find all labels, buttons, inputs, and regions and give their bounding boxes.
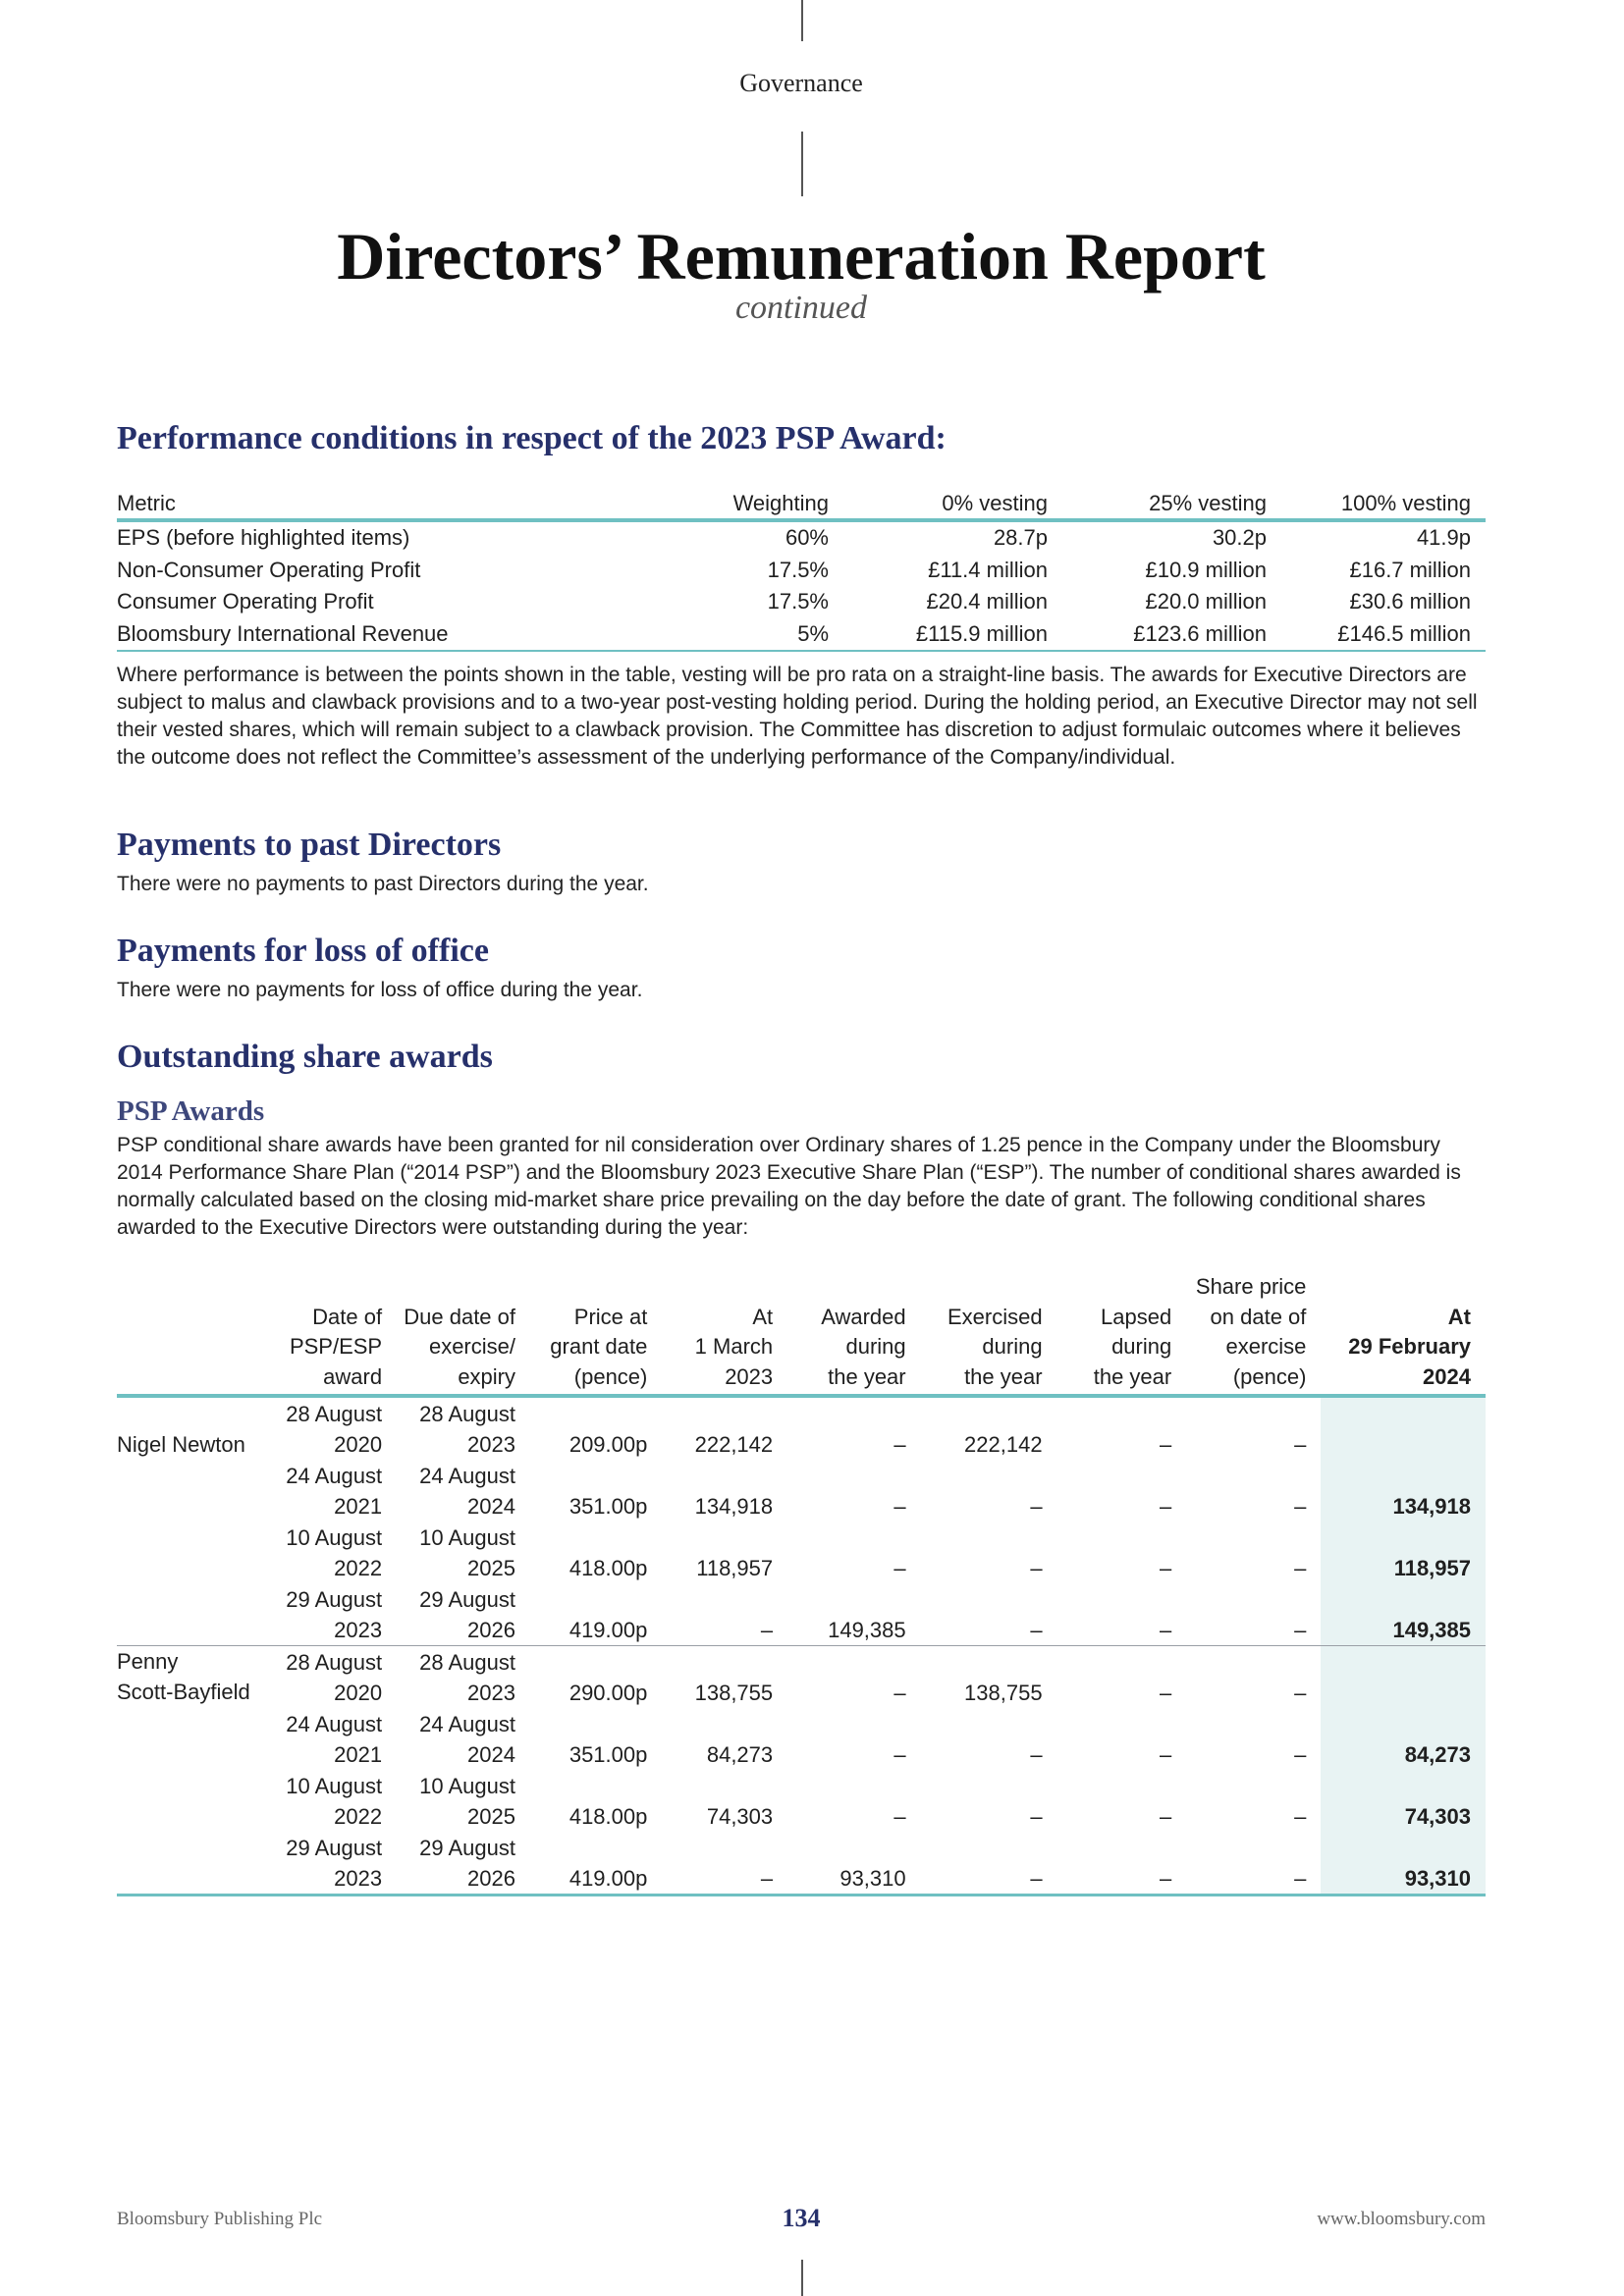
cell-exercised: – [921,1583,1057,1646]
cell-line: 2023 [467,1432,515,1457]
column-header-line: PSP/ESP [289,1334,383,1359]
cell-exercised: 138,755 [964,1681,1043,1705]
table-cell: 17.5% [767,557,829,582]
table-cell: 60% [785,525,829,551]
cell-at-end [1321,1396,1486,1460]
cell-price: 418.00p [568,1556,648,1580]
cell-award [256,1832,397,1896]
performance-conditions-table [117,481,1486,652]
table-cell: EPS (before highlighted items) [117,525,410,551]
cell-awarded: – [893,1432,906,1457]
cell-awarded: – [893,1804,906,1829]
table-row [117,1522,1486,1583]
cell-expiry [397,1646,530,1709]
cell-line: 29 August [419,1836,515,1860]
cell-line: 10 August [286,1774,383,1798]
cell-line: 29 August [286,1836,383,1860]
table-cell: £20.0 million [1145,589,1267,614]
table-cell: £123.6 million [1062,618,1281,652]
cell-expiry [397,1522,530,1583]
cell-line: 24 August [419,1712,515,1736]
cell-line: 29 August [419,1587,515,1612]
table-cell: £16.7 million [1349,557,1471,582]
cell-share-price: – [1186,1583,1321,1646]
cell-awarded: – [893,1556,906,1580]
section-divider-line [801,132,803,196]
cell-line: 10 August [286,1525,383,1550]
cell-lapsed: – [1159,1556,1172,1580]
cell-lapsed: – [1057,1583,1187,1646]
cell-line: 2022 [334,1804,383,1829]
cell-expiry [397,1396,530,1460]
column-header: Metric [117,481,721,520]
cell-line: 10 August [419,1774,515,1798]
cell-expiry [397,1460,530,1522]
table-row [117,1646,1486,1709]
column-header-line: exercise/ [428,1334,515,1359]
cell-line: 24 August [419,1464,515,1488]
column-header-director [117,1272,256,1396]
cell-lapsed: – [1159,1432,1172,1457]
column-header-line: (pence) [1232,1363,1307,1389]
cell-awarded: 149,385 [787,1583,920,1646]
column-header-line: At [752,1304,774,1329]
psp-awards-subheading: PSP Awards [117,1095,265,1127]
cell-share-price: – [1294,1742,1307,1767]
footer-website: www.bloomsbury.com [1317,2209,1486,2229]
cell-expiry [397,1583,530,1646]
cell-share-price: – [1294,1681,1307,1705]
column-header-line: on date of [1210,1304,1307,1329]
director-name [117,1646,256,1709]
director-name-empty [117,1460,256,1522]
column-header-line: Exercised [947,1304,1043,1329]
cell-at-end: 93,310 [1321,1832,1486,1896]
table-cell: Bloomsbury International Revenue [117,618,721,652]
cell-share-price: – [1294,1432,1307,1457]
cell-awarded: 93,310 [787,1832,920,1896]
column-header-line: At [1447,1304,1471,1329]
director-name-empty [117,1770,256,1832]
cell-price: 351.00p [568,1494,648,1519]
column-header [787,1272,920,1396]
cell-expiry [397,1770,530,1832]
vesting-note: Where performance is between the points shown in the table, vesting will be pro rata on a straight-line basis. The awards for Executive Directors are subject to malus and clawback provisions and to a two-year post-vesting holding period. During the holding period, an Executive Director may not sell their vested shares, which will remain subject to a clawback provision. The Committee has discretion to adjust formulaic outcomes where it believes the outcome does not reflect the Committee’s assessment of the underlying performance of the Company/individual. [117,664,1478,769]
column-header-line: Lapsed [1101,1304,1172,1329]
cell-expiry [397,1708,530,1770]
top-divider-line [801,0,803,41]
column-header: Weighting [721,481,843,520]
cell-at-start: 134,918 [694,1494,774,1519]
table-row [117,520,1486,555]
cell-at-start: 138,755 [694,1681,774,1705]
cell-line: 2021 [334,1742,383,1767]
cell-line: 2021 [334,1494,383,1519]
column-header-line: the year [964,1363,1043,1389]
column-header: 100% vesting [1281,481,1486,520]
table-cell: 41.9p [1416,525,1471,551]
column-header [530,1272,662,1396]
cell-award [256,1770,397,1832]
cell-at-start: – [662,1583,787,1646]
cell-exercised: – [1030,1742,1043,1767]
cell-award [256,1646,397,1709]
column-header-line: 1 March [694,1334,774,1359]
column-header-line: (pence) [573,1363,648,1389]
column-header [256,1272,397,1396]
loss-of-office-heading: Payments for loss of office [117,933,489,969]
table-row [117,618,1486,652]
cell-at-end [1321,1646,1486,1709]
bottom-divider-line [801,2260,803,2296]
cell-line: 2023 [334,1618,383,1642]
cell-award [256,1460,397,1522]
director-name-line: Penny [117,1649,179,1674]
table-cell: £20.4 million [926,589,1048,614]
outstanding-share-awards-table [117,1272,1486,1896]
cell-line: 2026 [467,1866,515,1891]
cell-price: 351.00p [568,1742,648,1767]
cell-line: 24 August [286,1712,383,1736]
column-header: 25% vesting [1062,481,1281,520]
column-header [397,1272,530,1396]
cell-at-start: 84,273 [706,1742,774,1767]
cell-lapsed: – [1159,1494,1172,1519]
column-header-line: grant date [550,1334,648,1359]
cell-line: 2022 [334,1556,383,1580]
cell-line: 2023 [334,1866,383,1891]
cell-award [256,1396,397,1460]
column-header [1057,1272,1187,1396]
cell-share-price: – [1294,1494,1307,1519]
cell-at-end: 74,303 [1321,1770,1486,1832]
column-header-line: Due date of [404,1304,515,1329]
page-subtitle: continued [734,290,868,326]
cell-line: 2024 [467,1494,515,1519]
table-row [117,586,1486,618]
table-cell: 5% [721,618,843,652]
cell-price: 290.00p [568,1681,648,1705]
cell-at-end: 84,273 [1321,1708,1486,1770]
psp-awards-text: PSP conditional share awards have been granted for nil consideration over Ordinary shares of 1.25 pence in the Company under the Bloomsbury 2014 Performance Share Plan (“2014 PSP”) and the Bloomsbury 2023 Executive Share Plan (“ESP”). The number of conditional shares awarded is normally calculated based on the closing mid-market share price prevailing on the day before the date of grant. The following conditional shares awarded to the Executive Directors were outstanding during the year: [117,1134,1461,1239]
table-cell: 30.2p [1212,525,1267,551]
performance-heading: Performance conditions in respect of the 2023 PSP Award: [117,420,947,456]
cell-awarded: – [893,1681,906,1705]
cell-exercised: – [921,1832,1057,1896]
cell-price: 419.00p [530,1583,662,1646]
cell-at-start: 118,957 [696,1556,774,1580]
cell-at-start: 74,303 [706,1804,774,1829]
cell-lapsed: – [1159,1681,1172,1705]
table-row [117,1396,1486,1460]
column-header: 0% vesting [843,481,1062,520]
cell-awarded: – [893,1742,906,1767]
column-header-line: award [323,1363,383,1389]
column-header-line: the year [828,1363,906,1389]
director-name-line: Scott-Bayfield [117,1680,250,1704]
cell-award [256,1522,397,1583]
cell-line: 29 August [286,1587,383,1612]
cell-line: 28 August [419,1402,515,1426]
column-header [1186,1272,1321,1396]
cell-at-start: 222,142 [694,1432,774,1457]
table-cell: £10.9 million [1145,557,1267,582]
cell-line: 2020 [334,1681,383,1705]
cell-lapsed: – [1057,1832,1187,1896]
cell-price: 419.00p [530,1832,662,1896]
loss-of-office-text: There were no payments for loss of office during the year. [117,979,643,1001]
table-row [117,555,1486,587]
table-cell: 17.5% [767,589,829,614]
column-header [921,1272,1057,1396]
director-name-empty [117,1708,256,1770]
cell-at-end: 134,918 [1321,1460,1486,1522]
cell-exercised: – [1030,1804,1043,1829]
section-label: Governance [739,69,863,97]
column-header-line: during [1111,1334,1172,1359]
column-header-line: Price at [573,1304,648,1329]
table-row [117,1832,1486,1896]
cell-price: 209.00p [568,1432,648,1457]
table-cell: £146.5 million [1281,618,1486,652]
page-number: 134 [782,2204,821,2232]
cell-exercised: – [1030,1494,1043,1519]
cell-line: 28 August [286,1650,383,1675]
column-header-line: Date of [312,1304,383,1329]
cell-lapsed: – [1159,1742,1172,1767]
cell-line: 2023 [467,1681,515,1705]
cell-line: 2024 [467,1742,515,1767]
director-name-empty [117,1522,256,1583]
table-cell: £11.4 million [928,557,1048,582]
director-name-empty [117,1583,256,1646]
table-header-row [117,1272,1486,1396]
column-header-line: Share price [1195,1274,1307,1299]
column-header-line: 29 February [1348,1334,1471,1359]
column-header-line: during [982,1334,1043,1359]
cell-award [256,1583,397,1646]
column-header-line: 2024 [1423,1363,1471,1389]
cell-at-end: 118,957 [1321,1522,1486,1583]
column-header-line: the year [1093,1363,1172,1389]
outstanding-awards-heading: Outstanding share awards [117,1039,493,1075]
cell-share-price: – [1294,1804,1307,1829]
past-directors-text: There were no payments to past Directors during the year. [117,873,649,895]
cell-line: 2020 [334,1432,383,1457]
director-name [117,1396,256,1460]
cell-line: 24 August [286,1464,383,1488]
table-row [117,1770,1486,1832]
cell-line: 2025 [467,1556,515,1580]
footer-company: Bloomsbury Publishing Plc [117,2209,323,2229]
cell-lapsed: – [1159,1804,1172,1829]
column-header-line: Awarded [821,1304,906,1329]
table-cell: £30.6 million [1349,589,1471,614]
cell-line: 28 August [286,1402,383,1426]
cell-awarded: – [893,1494,906,1519]
cell-line: 2026 [467,1618,515,1642]
cell-at-start: – [662,1832,787,1896]
cell-at-end: 149,385 [1321,1583,1486,1646]
table-row [117,1460,1486,1522]
column-header-line: expiry [458,1363,515,1389]
column-header [1321,1272,1486,1396]
cell-line: 2025 [467,1804,515,1829]
table-cell: Non-Consumer Operating Profit [117,557,421,582]
cell-exercised: – [1030,1556,1043,1580]
cell-line: 10 August [419,1525,515,1550]
cell-award [256,1708,397,1770]
column-header-line: during [845,1334,906,1359]
past-directors-heading: Payments to past Directors [117,827,502,863]
table-row [117,1583,1486,1646]
page-title: Directors’ Remuneration Report [337,219,1266,294]
table-cell: £115.9 million [843,618,1062,652]
table-cell: 28.7p [993,525,1048,551]
column-header-line: 2023 [725,1363,774,1389]
director-name-empty [117,1832,256,1896]
cell-price: 418.00p [568,1804,648,1829]
table-cell: Consumer Operating Profit [117,589,374,614]
column-header [662,1272,787,1396]
cell-share-price: – [1294,1556,1307,1580]
cell-exercised: 222,142 [964,1432,1043,1457]
table-row [117,1708,1486,1770]
cell-share-price: – [1186,1832,1321,1896]
director-name-line: Nigel Newton [117,1432,245,1457]
cell-line: 28 August [419,1650,515,1675]
column-header-line: exercise [1225,1334,1307,1359]
table-header-row [117,481,1486,520]
cell-expiry [397,1832,530,1896]
